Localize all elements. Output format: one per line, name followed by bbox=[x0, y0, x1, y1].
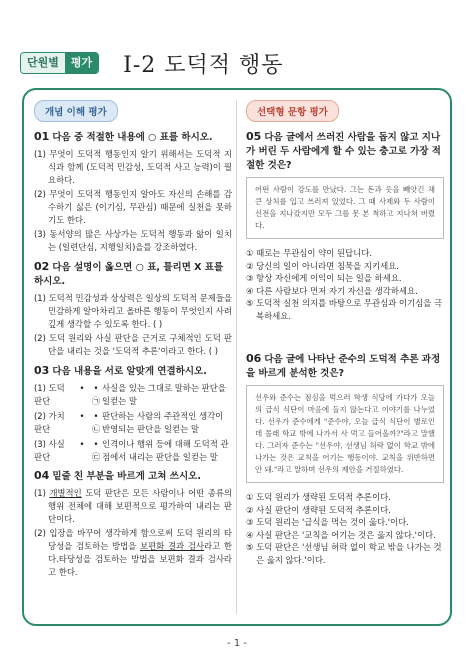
question-01-item-1: (1) 무엇이 도덕적 행동인지 알기 위해서는 도덕적 지식과 함께 (도덕적 민감성, 도덕적 사고 능력)이 필요하다. bbox=[34, 149, 232, 185]
item-1-underlined: 개별적인 bbox=[49, 488, 82, 498]
right-column bbox=[246, 100, 444, 572]
column-divider bbox=[236, 100, 237, 614]
match-dot-right[interactable]: • ㉠ bbox=[91, 383, 101, 406]
question-02-head bbox=[34, 260, 232, 289]
question-05-option-3[interactable]: ③ 항상 자신에게 이익이 되는 일을 하세요. bbox=[246, 273, 402, 283]
question-03-number: 03 bbox=[34, 364, 50, 377]
match-right: 인격이나 행위 등에 대해 도덕적 관점에서 내리는 판단을 일컫는 말 bbox=[102, 439, 229, 462]
question-06-option-2[interactable]: ② 사실 판단이 생략된 도덕적 추론이다. bbox=[246, 504, 391, 515]
question-06 bbox=[246, 352, 444, 566]
question-02-item-1: (1) 도덕적 민감성과 상상력은 일상의 도덕적 문제들을 민감하게 알아차리고 올바른 행동이 무엇인지 사려 깊게 생각할 수 있도록 한다. ( ) bbox=[34, 293, 232, 329]
question-06-option-5[interactable]: ⑤ 도덕 판단은 '선생님 허락 없이 학교 밖을 나가는 것은 옳지 않다.'이다. bbox=[246, 542, 442, 565]
match-row bbox=[34, 410, 232, 435]
match-right: 판단하는 사람의 주관적인 생각이 반영되는 판단을 일컫는 말 bbox=[102, 411, 224, 434]
badge-label-eval: 평가 bbox=[65, 53, 98, 73]
question-05-option-5[interactable]: ⑤ 도덕적 실천 의지를 바탕으로 무관심과 이기심을 극복하세요. bbox=[246, 298, 443, 321]
page-title: Ⅰ-2 도덕적 행동 bbox=[123, 52, 284, 78]
left-column bbox=[34, 100, 232, 585]
question-01-item-2: (2) 무엇이 도덕적 행동인지 알아도 자신의 손해를 감수하기 싫은 (이기심, 무관심) 때문에 실천을 못하기도 한다. bbox=[34, 189, 232, 225]
question-06-option-1[interactable]: ① 도덕 원리가 생략된 도덕적 추론이다. bbox=[246, 492, 391, 502]
question-04-item-1 bbox=[34, 487, 232, 526]
question-05-option-1[interactable]: ① 때로는 무관심이 약이 된답니다. bbox=[246, 248, 372, 258]
question-06-option-4[interactable]: ④ 사실 판단은 '교칙을 어기는 것은 옳지 않다.'이다. bbox=[246, 529, 436, 540]
item-2-rest: 라고 한다.타당성을 검토하는 방법을 보편화 결과 검사라고 한다. bbox=[48, 541, 232, 577]
question-01 bbox=[34, 130, 232, 254]
item-1-rest: 도덕 판단은 모든 사람이나 어떤 종류의 행위 전체에 대해 보편적으로 평가하여 내리는 판단이다. bbox=[48, 488, 232, 524]
match-dot-right[interactable]: • ㉢ bbox=[91, 439, 101, 462]
question-05-passage: 어떤 사람이 강도를 만났다. 그는 돈과 옷을 빼앗긴 채 큰 상처를 입고 쓰러져 있었다. 그 때 사제와 두 사람이 신전을 지나갔지만 모두 그를 못 본 척하고 지나쳐 버렸다. bbox=[246, 177, 444, 239]
question-04-text: 밑줄 친 부분을 바르게 고쳐 쓰시오. bbox=[52, 471, 201, 482]
question-01-item-3: (3) 동서양의 많은 사상가는 도덕적 행동과 앎이 일치는 (일련단심, 지행일치)을를 강조하였다. bbox=[34, 229, 232, 252]
question-06-option-3[interactable]: ③ 도덕 원리는 '급식을 먹는 것이 옳다.'이다. bbox=[246, 517, 409, 527]
question-04-head bbox=[34, 469, 232, 484]
match-dot-right[interactable]: • ㉡ bbox=[91, 411, 101, 434]
question-02-item-2: (2) 도덕 원리와 사실 판단을 근거로 구체적인 도덕 판단을 내리는 것을 '도덕적 추론'이라고 한다. ( ) bbox=[34, 333, 232, 356]
question-01-text: 다음 중 적절한 내용에 ○ 표를 하시오. bbox=[52, 132, 213, 143]
match-right: 사실을 있는 그대로 말하는 판단을 일컫는 말 bbox=[102, 383, 226, 406]
question-04 bbox=[34, 469, 232, 579]
question-06-head bbox=[246, 352, 444, 381]
item-2-underlined: 보편화 결과 검사 bbox=[140, 541, 205, 551]
question-04-number: 04 bbox=[34, 469, 50, 482]
question-05-option-2[interactable]: ② 당신의 일이 아니라면 침묵을 지키세요. bbox=[246, 260, 399, 271]
question-03-head bbox=[34, 364, 232, 379]
question-05-number: 05 bbox=[246, 130, 262, 143]
question-04-item-2 bbox=[34, 527, 232, 579]
question-05-option-4[interactable]: ④ 다른 사람보다 먼저 자기 자신을 생각하세요. bbox=[246, 285, 418, 296]
question-01-head bbox=[34, 130, 232, 145]
unit-badge bbox=[20, 52, 99, 74]
question-02-text: 다음 설명이 옳으면 ○ 표, 틀리면 X 표를 하시오. bbox=[34, 262, 224, 287]
match-left: (3) 사실 판단 bbox=[34, 439, 65, 462]
question-06-text: 다음 글에 나타난 준수의 도덕적 추론 과정을 바르게 분석한 것은? bbox=[246, 354, 441, 379]
section-pill-concept: 개념 이해 평가 bbox=[34, 100, 118, 122]
question-02-number: 02 bbox=[34, 260, 50, 273]
match-dot-left[interactable]: • bbox=[79, 439, 85, 449]
match-row bbox=[34, 438, 232, 463]
question-03-text: 다음 내용을 서로 알맞게 연결하시오. bbox=[52, 366, 207, 377]
question-06-passage: 선우와 준수는 점심을 먹으러 학생 식당에 가다가 오늘의 급식 식단이 마음에 들지 않는다고 이야기를 나누었다. 선우가 준수에게 "준수야, 오늘 급식 식단이 별로인데 몰래 학교 밖에 나가서 사 먹고 들어올까?"라고 말했다. 그러자 준수는 "선우야, 선생님 허락 없이 학교 밖에 나가는 것은 교칙을 어기는 행동이야. 교칙을 위반하면 안 돼."라고 말하며 선우의 제안을 거절하였다. bbox=[246, 385, 444, 483]
match-row bbox=[34, 382, 232, 407]
question-05-head bbox=[246, 130, 444, 173]
question-05 bbox=[246, 130, 444, 322]
question-02 bbox=[34, 260, 232, 358]
match-left: (1) 도덕 판단 bbox=[34, 383, 65, 406]
item-2-prefix: (2) 입장을 바꾸어 생각하게 함으로써 도덕 원리의 타당성을 검토하는 방법을 bbox=[34, 528, 232, 551]
section-pill-choice: 선택형 문항 평가 bbox=[246, 100, 339, 122]
match-left: (2) 가치 판단 bbox=[34, 411, 65, 434]
page-number: - 1 - bbox=[227, 638, 247, 649]
page-header bbox=[20, 50, 284, 76]
question-06-number: 06 bbox=[246, 352, 262, 365]
question-05-text: 다음 글에서 쓰러진 사람을 돕지 않고 지나가 버린 두 사람에게 할 수 있는 충고로 가장 적절한 것은? bbox=[246, 132, 441, 171]
badge-label-unit: 단원별 bbox=[21, 53, 65, 73]
question-01-number: 01 bbox=[34, 130, 50, 143]
item-1-prefix: (1) bbox=[34, 488, 50, 498]
match-dot-left[interactable]: • bbox=[79, 383, 85, 393]
match-dot-left[interactable]: • bbox=[79, 411, 85, 421]
question-03 bbox=[34, 364, 232, 463]
